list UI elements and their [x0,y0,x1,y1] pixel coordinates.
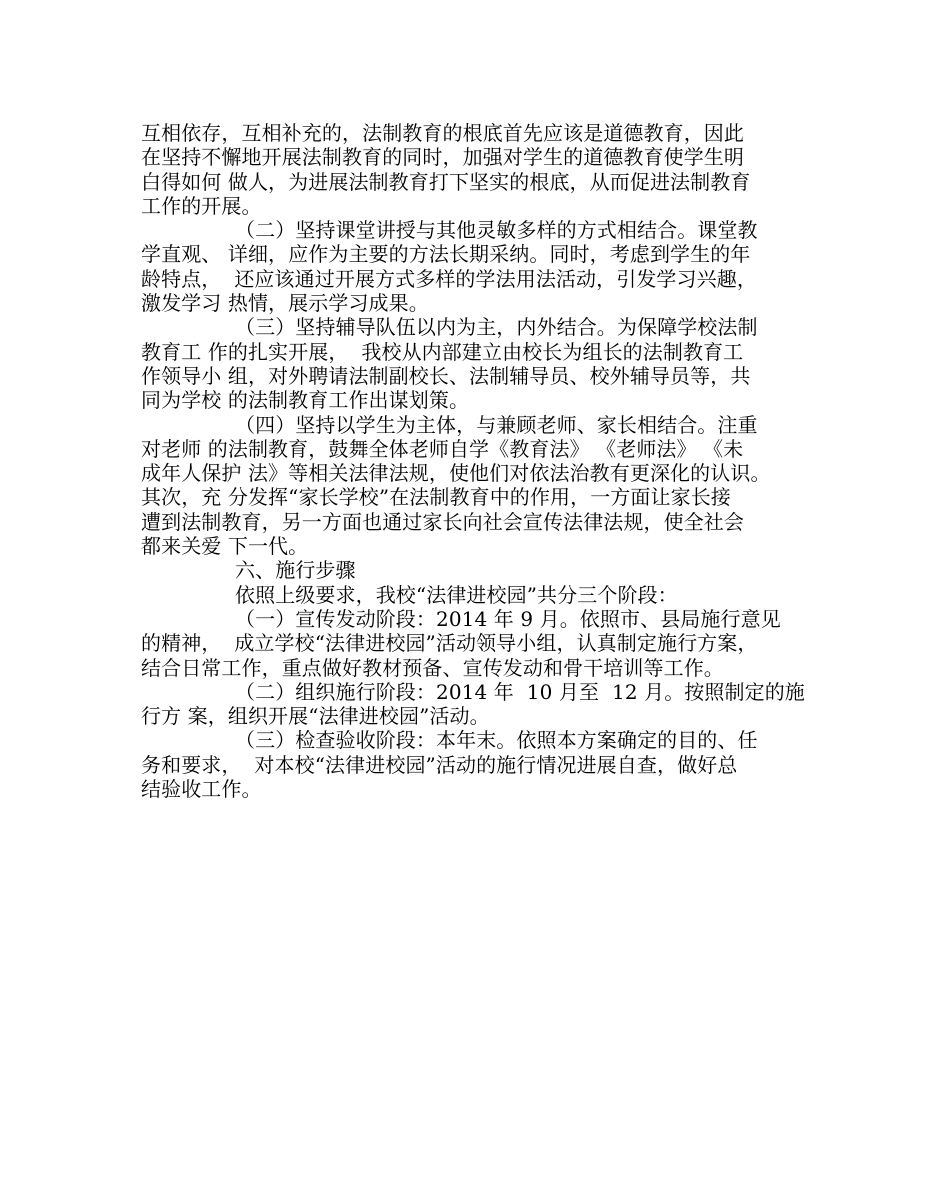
text-line: 对老师 的法制教育，鼓舞全体老师自学《教育法》 《老师法》 《未 [141,436,744,461]
text-line: （一）宣传发动阶段：2014 年 9 月。依照市、县局施行意见 [235,606,781,631]
text-line: （二）坚持课堂讲授与其他灵敏多样的方式相结合。课堂教 [235,218,758,243]
text-line: 白得如何 做人，为进展法制教育打下坚实的根底，从而促进法制教育 [141,169,751,194]
text-line: 结验收工作。 [141,777,262,802]
text-line: 激发学习 热情，展示学习成果。 [141,291,429,316]
text-line: 行方 案，组织开展“法律进校园”活动。 [141,704,490,729]
text-line: 的精神， 成立学校“法律进校园”活动领导小组，认真制定施行方案， [141,631,758,656]
text-line: 同为学校 的法制教育工作出谋划策。 [141,388,470,413]
text-line: 务和要求， 对本校“法律进校园”活动的施行情况进展自查，做好总 [141,752,738,777]
text-line: 都来关爱 下一代。 [141,534,309,559]
text-line: 工作的开展。 [141,193,262,218]
text-line: 龄特点， 还应该通过开展方式多样的学法用法活动，引发学习兴趣， [141,266,757,291]
section-heading: 六、施行步骤 [235,558,356,583]
text-line: （三）坚持辅导队伍以内为主，内外结合。为保障学校法制 [235,315,758,340]
text-line: 其次，充 分发挥“家长学校”在法制教育中的作用，一方面让家长接 [141,485,731,510]
text-line: 成年人保护 法》等相关法律法规，使他们对依法治教有更深化的认识。 [141,461,771,486]
text-line: 遭到法制教育，另一方面也通过家长向社会宣传法律法规，使全社会 [141,509,744,534]
text-line: 在坚持不懈地开展法制教育的同时，加强对学生的道德教育使学生明 [141,145,744,170]
text-line: （二）组织施行阶段：2014 年 10 月至 12 月。按照制定的施 [235,679,805,704]
text-line: 教育工 作的扎实开展， 我校从内部建立由校长为组长的法制教育工 [141,339,744,364]
document-body [141,121,831,801]
text-line: （四）坚持以学生为主体，与兼顾老师、家长相结合。注重 [235,412,758,437]
text-line: 依照上级要求，我校“法律进校园”共分三个阶段： [235,582,678,607]
text-line: （三）检查验收阶段：本年末。依照本方案确定的目的、任 [235,728,758,753]
text-line: 学直观、 详细，应作为主要的方法长期采纳。同时，考虑到学生的年 [141,242,751,267]
text-line: 作领导小 组，对外聘请法制副校长、法制辅导员、校外辅导员等，共 [141,363,751,388]
text-line: 互相依存，互相补充的，法制教育的根底首先应该是道德教育，因此 [141,121,744,145]
text-line: 结合日常工作，重点做好教材预备、宣传发动和骨干培训等工作。 [141,655,724,680]
